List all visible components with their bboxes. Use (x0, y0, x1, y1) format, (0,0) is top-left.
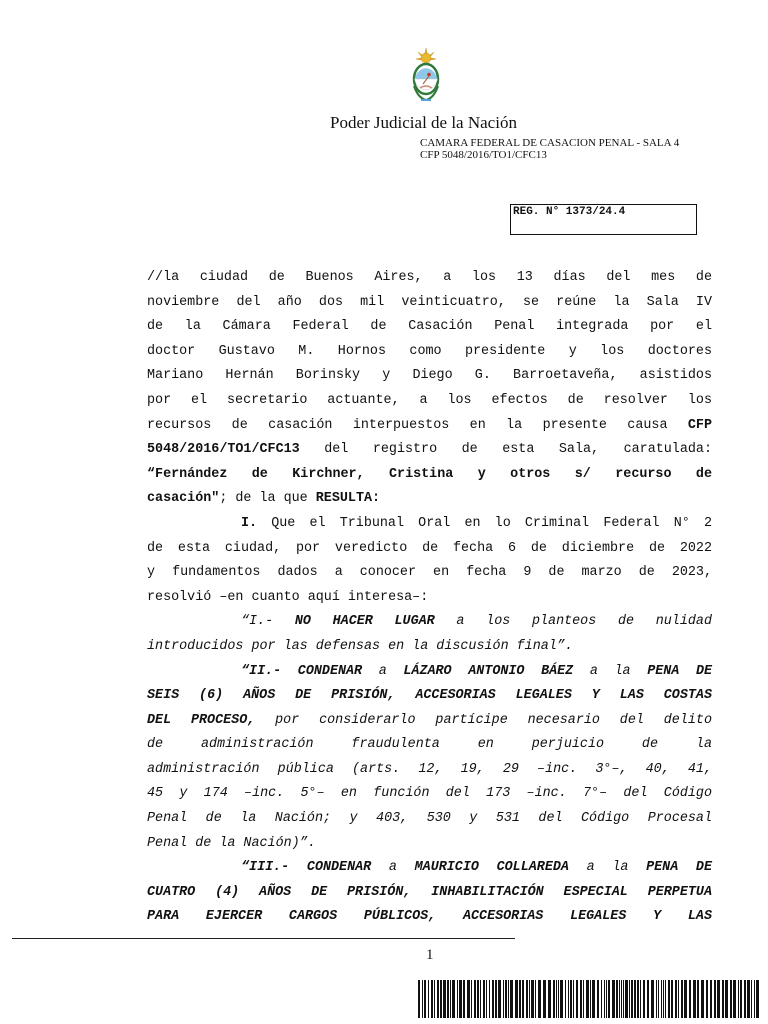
barcode-bar (531, 980, 534, 1018)
barcode-bar (580, 980, 582, 1018)
quoted-line: SEIS (6) AÑOS DE PRISIÓN, ACCESORIAS LEGALES Y LAS COSTAS (147, 688, 712, 704)
barcode-bar (621, 980, 622, 1018)
body-line (147, 463, 712, 488)
barcode-bar (625, 980, 628, 1018)
barcode-bar (612, 980, 615, 1018)
court-name: CAMARA FEDERAL DE CASACION PENAL - SALA 4 (420, 137, 680, 149)
barcode-bar (722, 980, 724, 1018)
barcode-bar (665, 980, 666, 1018)
registration-box (510, 204, 697, 235)
barcode-bar (656, 980, 657, 1018)
body-line: de esta ciudad, por veredicto de fecha 6 de diciembre de 2022 (147, 540, 712, 556)
barcode-bar (668, 980, 670, 1018)
body-line: noviembre del año dos mil veinticuatro, se reúne la Sala IV (147, 294, 712, 310)
barcode-bar (647, 980, 649, 1018)
barcode-bar (663, 980, 664, 1018)
quoted-line: DEL PROCESO, por considerarlo partícipe necesario del delito (147, 712, 712, 728)
body-line: resolvió –en cuanto aquí interesa–: (147, 589, 429, 605)
body-line: I. Que el Tribunal Oral en lo Criminal Federal N° 2 (241, 515, 712, 531)
barcode-bar (471, 980, 472, 1018)
case-caption: casación" (147, 491, 220, 507)
barcode-bar (693, 980, 696, 1018)
barcode-bar (747, 980, 750, 1018)
barcode-bar (570, 980, 572, 1018)
barcode-bar (623, 980, 624, 1018)
barcode-bar (418, 980, 420, 1018)
barcode-bar (434, 980, 435, 1018)
barcode-bar (522, 980, 524, 1018)
barcode-bar (608, 980, 610, 1018)
quoted-line: Penal de la Nación)”. (147, 835, 316, 851)
barcode-bar (733, 980, 736, 1018)
body-line: de la Cámara Federal de Casación Penal integrada por el (147, 319, 712, 335)
barcode-bar (519, 980, 521, 1018)
barcode-bar (681, 980, 683, 1018)
barcode-bar (508, 980, 509, 1018)
barcode-bar (576, 980, 578, 1018)
barcode-bar (457, 980, 458, 1018)
barcode-bar (590, 980, 591, 1018)
barcode-bar (486, 980, 487, 1018)
barcode-bar (526, 980, 528, 1018)
barcode-bar (428, 980, 429, 1018)
quoted-line: “I.- NO HACER LUGAR a los planteos de nulidad (241, 614, 712, 630)
barcode-bar (538, 980, 541, 1018)
case-number: CFP (687, 417, 712, 433)
barcode-bar (480, 980, 481, 1018)
barcode-bar (671, 980, 673, 1018)
barcode-bar (437, 980, 439, 1018)
barcode-bar (431, 980, 433, 1018)
quoted-line: PARA EJERCER CARGOS PÚBLICOS, ACCESORIAS LEGALES Y LAS (147, 909, 712, 925)
barcode-bar (601, 980, 602, 1018)
barcode-bar (689, 980, 691, 1018)
barcode-bar (515, 980, 518, 1018)
barcode-bar (651, 980, 654, 1018)
barcode-bar (619, 980, 620, 1018)
barcode-bar (738, 980, 739, 1018)
barcode-bar (725, 980, 728, 1018)
quoted-line: “II.- CONDENAR a LÁZARO ANTONIO BÁEZ a la PENA DE (241, 663, 713, 679)
barcode-bar (697, 980, 699, 1018)
barcode-bar (543, 980, 546, 1018)
barcode-bar (583, 980, 584, 1018)
barcode-bar (675, 980, 677, 1018)
barcode-bar (565, 980, 566, 1018)
quoted-line: Penal de la Nación; y 403, 530 y 531 del Código Procesal (147, 811, 712, 827)
document-body (147, 266, 712, 930)
barcode-bar (740, 980, 742, 1018)
barcode-bar (483, 980, 485, 1018)
barcode-bar (751, 980, 752, 1018)
barcode-bar (678, 980, 679, 1018)
barcode-bar (535, 980, 536, 1018)
barcode-bar (474, 980, 476, 1018)
body-line: por el secretario actuante, a los efectos de resolver los (147, 392, 712, 408)
barcode-bar (631, 980, 633, 1018)
barcode-bar (558, 980, 559, 1018)
case-caption: “Fernández de Kirchner, Cristina y otros s/ recurso de (147, 466, 712, 482)
quoted-line: de administración fraudulenta en perjuicio de la (147, 737, 712, 753)
barcode-bar (492, 980, 494, 1018)
barcode-bar (503, 980, 504, 1018)
barcode-bar (643, 980, 645, 1018)
barcode-bar (756, 980, 759, 1018)
barcode-bar (640, 980, 641, 1018)
barcode-bar (744, 980, 746, 1018)
barcode-bar (658, 980, 659, 1018)
barcode-bar (604, 980, 605, 1018)
barcode-bar (717, 980, 720, 1018)
body-line: casación"; de la que RESULTA: (147, 491, 381, 507)
barcode-bar (560, 980, 563, 1018)
barcode-bar (422, 980, 423, 1018)
barcode-bar (443, 980, 446, 1018)
barcode-bar (706, 980, 708, 1018)
barcode-bar (463, 980, 465, 1018)
barcode-bar (637, 980, 639, 1018)
quoted-line: 45 y 174 –inc. 5°– en función del 173 –inc. 7°– del Código (147, 786, 712, 802)
body-line: //la ciudad de Buenos Aires, a los 13 días del mes de (147, 270, 712, 285)
registration-number: REG. N° 1373/24.4 (513, 206, 626, 218)
body-line: doctor Gustavo M. Hornos como presidente y los doctores (147, 343, 712, 359)
barcode-bar (684, 980, 687, 1018)
barcode-bar (553, 980, 555, 1018)
barcode-bar (754, 980, 755, 1018)
barcode-bar (459, 980, 462, 1018)
barcode-bar (597, 980, 599, 1018)
barcode-bar (701, 980, 704, 1018)
body-line: recursos de casación interpuestos en la presente causa CFP (147, 417, 712, 433)
national-coat-of-arms-icon (406, 46, 446, 106)
barcode-bar (447, 980, 449, 1018)
barcode-bar (573, 980, 574, 1018)
barcode-bar (452, 980, 455, 1018)
case-reference: CFP 5048/2016/TO1/CFC13 (420, 149, 547, 161)
barcode-bar (730, 980, 732, 1018)
barcode-bar (714, 980, 716, 1018)
barcode-bar (495, 980, 497, 1018)
barcode-bar (710, 980, 712, 1018)
barcode-bar (510, 980, 513, 1018)
barcode-bar (440, 980, 442, 1018)
barcode-bar (568, 980, 569, 1018)
barcode-bar (477, 980, 479, 1018)
barcode-bar (629, 980, 630, 1018)
barcode-bar (592, 980, 595, 1018)
barcode-bar (467, 980, 470, 1018)
barcode-bar (586, 980, 589, 1018)
barcode-bar (498, 980, 501, 1018)
barcode-bar (548, 980, 551, 1018)
quoted-line: introducidos por las defensas en la discusión final”. (147, 638, 573, 654)
barcode-bar (661, 980, 662, 1018)
case-number: 5048/2016/TO1/CFC13 (147, 442, 300, 458)
section-numeral: I. (241, 515, 258, 531)
body-line: 5048/2016/TO1/CFC13 del registro de esta Sala, caratulada: (147, 442, 712, 458)
resulta-heading: RESULTA: (315, 491, 381, 507)
barcode-bar (556, 980, 557, 1018)
barcode (418, 980, 760, 1018)
barcode-bar (634, 980, 636, 1018)
barcode-bar (529, 980, 530, 1018)
barcode-bar (505, 980, 507, 1018)
footer-divider (12, 938, 515, 939)
quoted-line: administración pública (arts. 12, 19, 29 –inc. 3°–, 40, 41, (147, 761, 712, 777)
quoted-line: “III.- CONDENAR a MAURICIO COLLAREDA a la PENA DE (241, 860, 712, 876)
body-line: Mariano Hernán Borinsky y Diego G. Barroetaveña, asistidos (147, 368, 712, 384)
barcode-bar (606, 980, 607, 1018)
page-number: 1 (426, 947, 434, 963)
barcode-bar (424, 980, 426, 1018)
page-title: Poder Judicial de la Nación (330, 113, 517, 132)
quoted-line: CUATRO (4) AÑOS DE PRISIÓN, INHABILITACIÓN ESPECIAL PERPETUA (147, 884, 712, 900)
barcode-bar (489, 980, 490, 1018)
barcode-bar (616, 980, 618, 1018)
body-line: y fundamentos dados a conocer en fecha 9 de marzo de 2023, (147, 565, 712, 581)
barcode-bar (450, 980, 451, 1018)
